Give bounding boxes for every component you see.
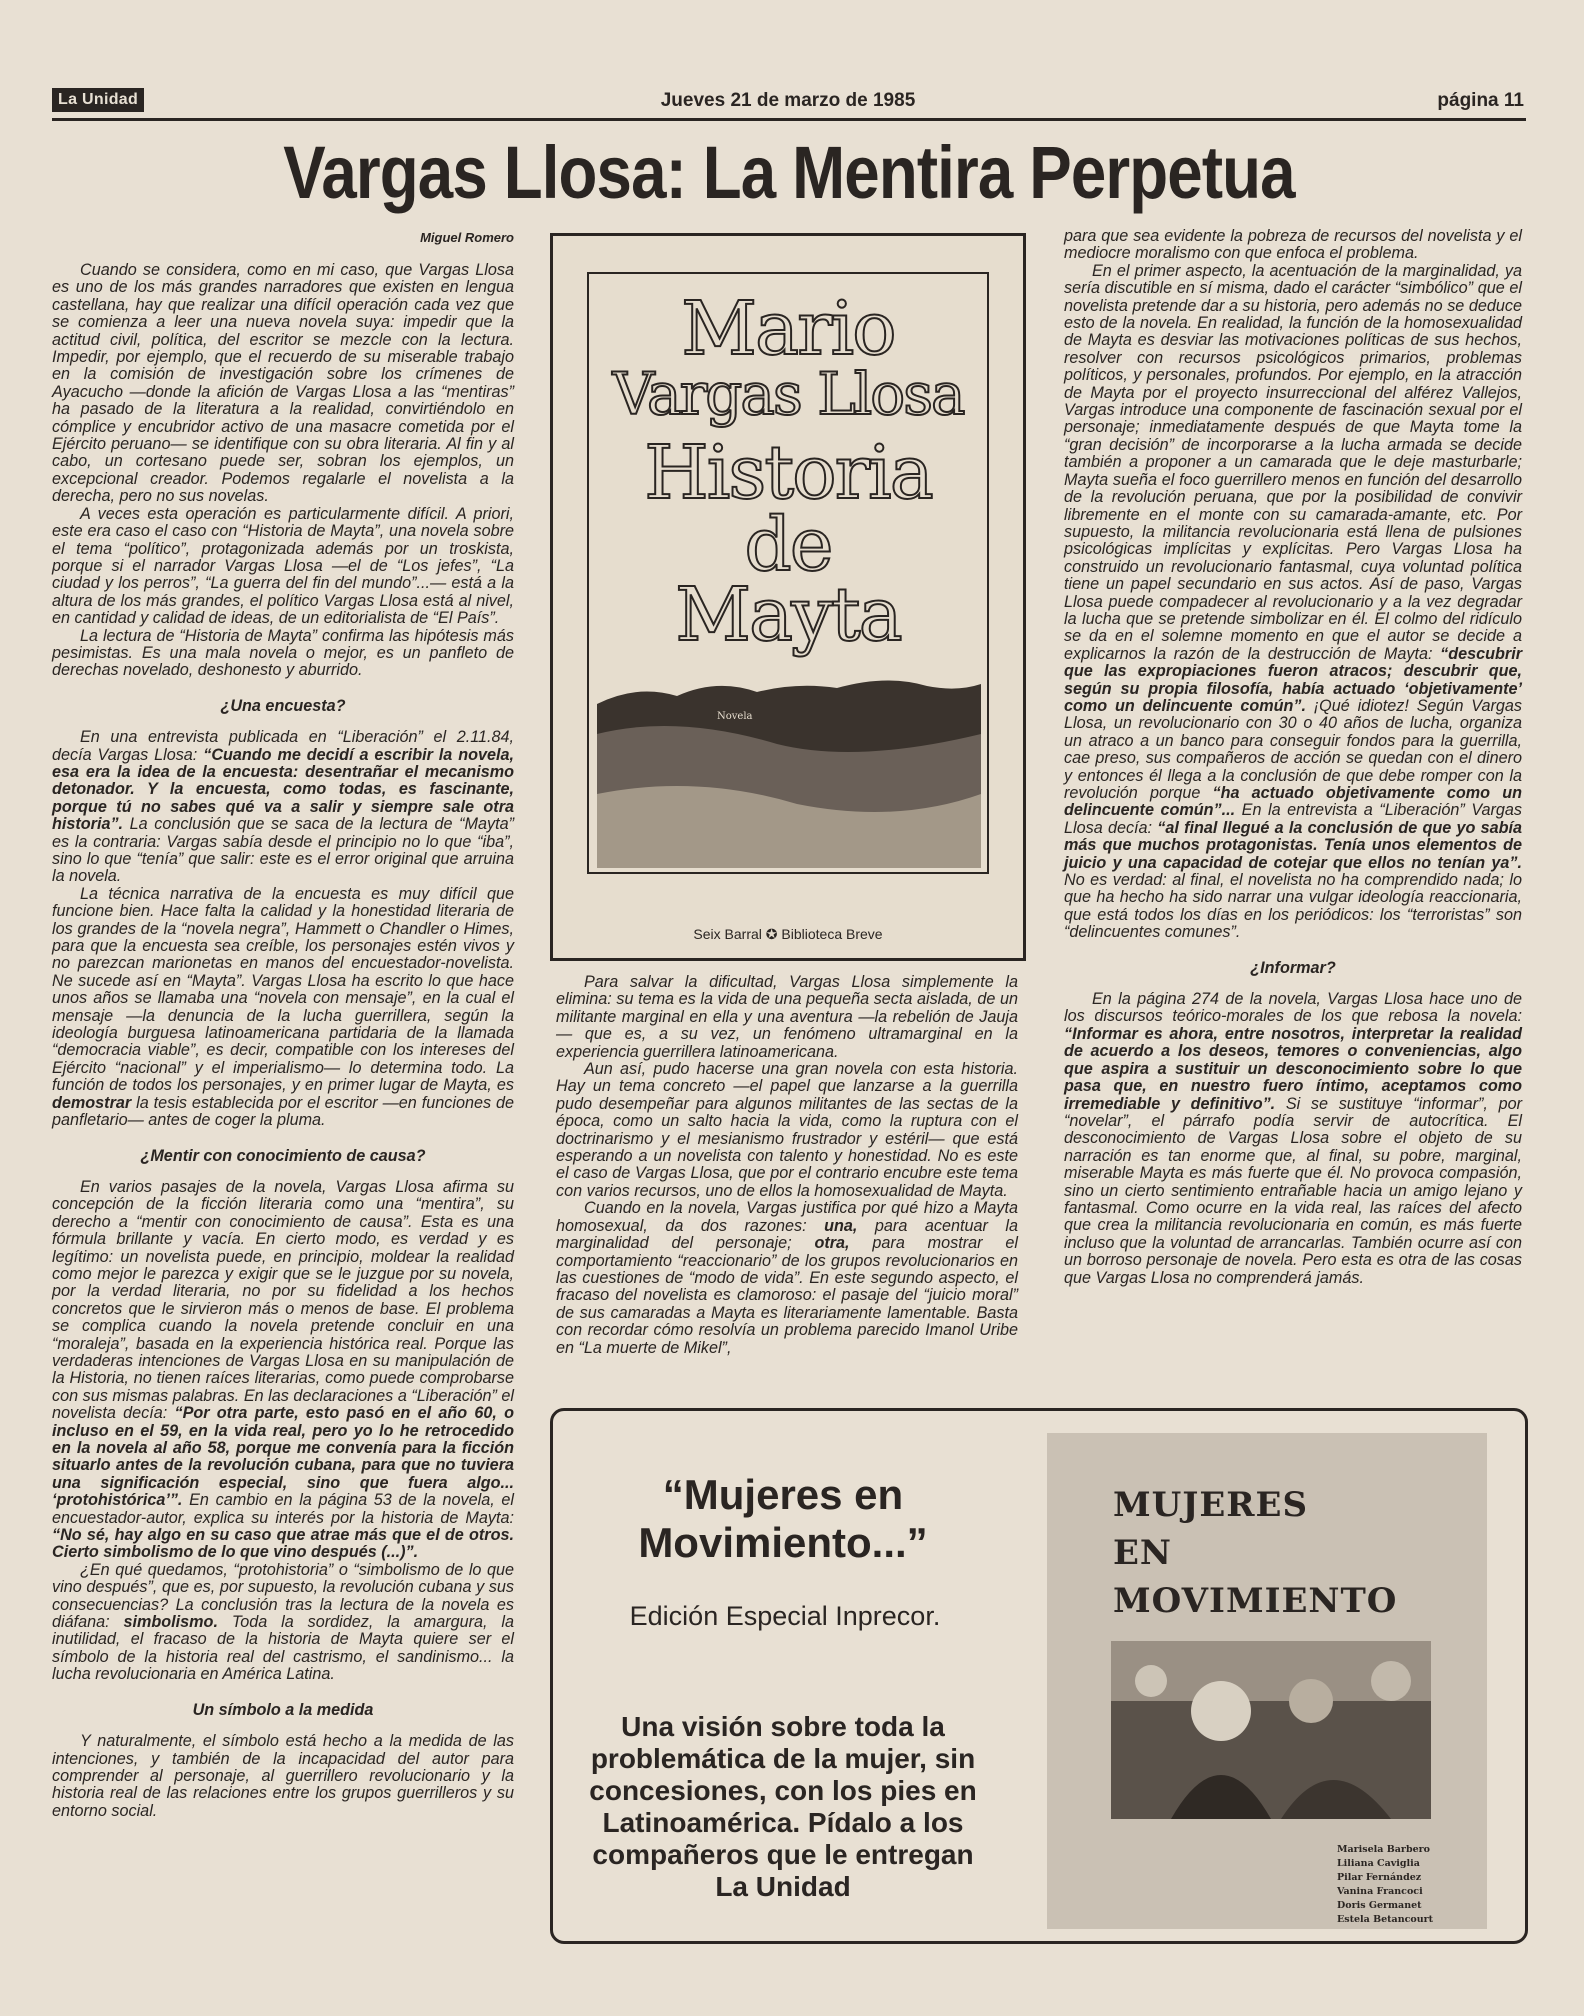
paragraph: En una entrevista publicada en “Liberación” el 2.11.84, decía Vargas Llosa: “Cuando me decidí a escribir la novela, esa era la idea de la encuesta: desentrañar el mecanismo detonador. Y la encuesta, como todas, es fascinante, porque tú no sabes qué va a salir y siempre sale otra historia”. La conclusión que se saca de la lectura de “Mayta” es la contraria: Vargas sabía desde el principio no lo que “iba”, sino lo que “tenía” que salir: este es el error original que arruina la novela. [52,728,514,886]
masthead [52,86,1524,120]
ad-cover-authors: Marisela Barbero Liliana Caviglia Pilar Fernández Vanina Francoci Doris Germanet Estela Betancourt [1337,1844,1434,1925]
paragraph: Para salvar la dificultad, Vargas Llosa simplemente la elimina: su tema es la vida de una pequeña secta aislada, de un militante marginal en ella y una aventura —la rebelión de Jauja— que es, a su vez, un fenómeno ultramarginal en la experiencia guerrillera latinoamericana. [556,973,1018,1061]
cover-publisher: Seix Barral ✪ Biblioteca Breve [693,926,883,942]
ad-cover-photo [1111,1641,1431,1819]
ad-magazine-cover [1047,1433,1487,1929]
ad-title: “Mujeres en Movimiento...” [638,1471,928,1566]
book-cover-frame [587,272,989,874]
paragraph: para que sea evidente la pobreza de recursos del novelista y el mediocre moralismo con que enfoca el problema. [1064,227,1522,263]
paragraph: En varios pasajes de la novela, Vargas Llosa afirma su concepción de la ficción literaria como una “mentira”, su derecho a “mentir con conocimiento de causa”. Esta es una fórmula brillante y vacía. En cierto modo, es verdad y es legítimo: un novelista puede, en principio, moldear la realidad como mejor le parezca y exigir que se le juzgue por su novela, por la verdad literaria, no por su fidelidad a los hechos concretos que le sirvieron más o menos de base. El problema se complica cuando la novela pretende concluir en una “moraleja”, basada en la experiencia histórica real. Porque las verdaderas intenciones de Vargas Llosa en su manipulación de la Historia, no tienen raíces literarias, como puede comprobarse con sus mismas palabras. En las declaraciones a “Liberación” el novelista decía: “Por otra parte, esto pasó en el año 60, o incluso en el 59, en la vida real, pero yo lo he retrocedido en la novela al año 58, porque me convenía para la ficción situarlo antes de la revolución cubana, para que no tuviera una significación especial, sino que fuera algo... ‘protohistórica’”. En cambio en la página 53 de la novela, el encuestador-autor, explica su interés por la historia de Mayta: “No sé, hay algo en su caso que atrae más que el de otros. Cierto simbolismo de lo que vino después (...)”. [52,1177,514,1562]
cover-novela-tag: Novela [717,711,753,722]
issue-date: Jueves 21 de marzo de 1985 [660,90,916,111]
page-number: página 11 [1437,90,1524,111]
cover-author-last: Vargas Llosa [612,360,964,428]
subheading: ¿Informar? [1250,958,1336,977]
cover-title-line3: Mayta [675,572,901,658]
ad-body: Una visión sobre toda la problemática de la mujer, sin concesiones, con los pies en Latinoamérica. Pídalo a los compañeros que le entregan La Unidad [589,1711,977,1902]
paragraph: En la página 274 de la novela, Vargas Llosa hace uno de los discursos teórico-morales de los que rebosa la novela: “Informar es ahora, entre nosotros, interpretar la realidad de acuerdo a los deseos, temores o conveniencias, algo que aspira a sustituir un desconocimiento sobre lo que pasa que, en nuestro fuero íntimo, aceptamos como irremediable y definitivo”. Si se sustituye “informar”, por “novelar”, el párrafo podía servir de autocrítica. El desconocimiento de Vargas Llosa sobre el objeto de su narración es tan enorme que, al final, su pobre, marginal, miserable Mayta es más fuerte que él. No provoca compasión, sino un cierto sentimiento entrañable hacia un amigo lejano y fantasmal. Como ocurre en la vida real, las raíces del afecto que crea la militancia revolucionaria en común, es más fuerte incluso que la voluntad de arrancarlas. También ocurre así con un borroso personaje de novela. Pero esta es otra de las cosas que Vargas Llosa no comprenderá jamás. [1064,990,1522,1287]
header-rule [52,118,1526,121]
cover-author-first: Mario [681,286,895,372]
paragraph: Cuando en la novela, Vargas justifica por qué hizo a Mayta homosexual, da dos razones: una, para acentuar la marginalidad del personaje; otra, para mostrar el comportamiento “reaccionario” de los grupos revolucionarios en las cuestiones de “modo de vida”. En este segundo aspecto, el fracaso del novelista es clamoroso: el pasaje del “juicio moral” de sus camaradas a Mayta es literariamente lamentable. Basta con recordar cómo resolvía un problema parecido Imanol Uribe en “La muerte de Mikel”, [556,1199,1019,1357]
cover-title-line2: de [744,502,832,588]
article-column-1 [52,262,514,1820]
paragraph: ¿En qué quedamos, “protohistoria” o “simbolismo de lo que vino después”, que es, por supuesto, la revolución cubana y sus consecuencias? La conclusión tras la lectura de la novela es diáfana: simbolismo. Toda la sordidez, la amargura, la inutilidad, el fracaso de la historia de Mayta quiere ser el símbolo de la historia real del castrismo, el sandinismo... la lucha revolucionaria en América Latina. [52,1560,514,1684]
article-column-3 [1064,228,1522,1287]
byline: Miguel Romero [420,230,514,245]
article-column-2 [556,974,1018,1357]
subheading: Un símbolo a la medida [192,1700,374,1719]
ad-subtitle: Edición Especial Inprecor. [629,1601,941,1631]
paragraph: En el primer aspecto, la acentuación de la marginalidad, ya sería discutible en sí misma, dado el carácter “simbólico” que el novelista pretende dar a su historia, pero además no se deduce esto de la novela. En realidad, la función de la homosexualidad de Mayta es desviar las motivaciones políticas de sus hechos, resolver con recursos psicológicos primarios, problemas políticos, y personales, profundos. Por ejemplo, en la atracción de Mayta por el proyecto insurreccional del alférez Vallejos, Vargas introduce una componente de fascinación sexual por el personaje; inmediatamente después de que Mayta tome la “gran decisión” de incorporarse a la lucha armada se decide también a proponer a un camarada que le deje masturbarle; Mayta sueña el foco guerrillero menos en función del desarrollo de la revolución peruana, que por la posibilidad de convivir libremente en el monte con su camarada-amante, etc. Por supuesto, la militancia revolucionaria está llena de pulsiones psicológicas implícitas y explícitas. Pero Vargas Llosa ha construido un revolucionario fantasmal, cuya voluntad política tiene un papel secundario en sus actos. Así de paso, Vargas Llosa puede compadecer al revolucionario y a la vez degradar la lucha que se pretende simbolizar en él. El colmo del ridículo se da en el solemne momento en que el autor se decide a explicarnos la razón de la destrucción de Mayta: “descubrir que las expropiaciones fueron atracos; descubrir que, según su propia filosofía, había actuado ‘objetivamente’ como un delincuente común”. ¡Qué idiotez! Según Vargas Llosa, un revolucionario con 30 o 40 años de lucha, organiza un atraco a un banco para conseguir fondos para la guerrilla, cae preso, sus compañeros de acción se quedan con el dinero y entonces él llega a la conclusión de que debe romper con la revolución porque “ha actuado objetivamente como un delincuente común”... En la entrevista a “Liberación” Vargas Llosa decía: “al final llegué a la conclusión de que yo sabía más que muchos protagonistas. Tenía unos elementos de juicio y una capacidad de cotejar que ellos no tenían ya”. No es verdad: al final, el novelista no ha comprendido nada; lo que ha hecho ha sido narrar una vulgar ideología reaccionaria, que está todos los días en los periódicos: los “terroristas” son “delincuentes comunes”. [1064,261,1523,942]
cover-title-line1: Historia [644,430,932,516]
landscape-illustration [597,674,981,868]
paragraph: Aun así, pudo hacerse una gran novela con esta historia. Hay un tema concreto —el papel que lanzarse a la guerrilla pudo desempeñar para algunos militantes de las sectas de la época, como un salto hacia la vida, como la ruptura con el doctrinarismo y el mesianismo frustrador y estéril— que está esperando a un novelista con talento y honestidad. No es este el caso de Vargas Llosa, que por el contrario encubre este tema con varios recursos, uno de ellos la homosexualidad de Mayta. [556,1060,1018,1200]
newspaper-logo: La Unidad [52,88,144,112]
article-headline: Vargas Llosa: La Mentira Perpetua [283,131,1295,214]
subheading: ¿Mentir con conocimiento de causa? [140,1146,426,1165]
book-cover-image [550,233,1026,961]
paragraph: La lectura de “Historia de Mayta” confirma las hipótesis más pesimistas. Es una mala novela o mejor, es un panfleto de derechas novelado, deshonesto y aburrido. [52,626,514,680]
subheading: ¿Una encuesta? [220,696,346,715]
paragraph: A veces esta operación es particularmente difícil. A priori, este era caso el caso con “Historia de Mayta”, una novela sobre el tema “político”, protagonizada además por un troskista, porque si el narrador Vargas Llosa —el de “Los jefes”, “La ciudad y los perros”, “La guerra del fin del mundo”...— está a la altura de los más grandes, el político Vargas Llosa está al nivel, en cantidad y calidad de ideas, de un editorialista de “El País”. [52,504,514,628]
paragraph: Cuando se considera, como en mi caso, que Vargas Llosa es uno de los más grandes narradores que existen en lengua castellana, hay que realizar una difícil operación cada vez que se comienza a leer una nueva novela suya: impedir que la actitud civil, política, del escritor se mezcle con la lectura. Impedir, por ejemplo, que el recuerdo de su miserable trabajo en la comisión de investigación sobre los crímenes de Ayacucho —donde la afición de Vargas Llosa a las “mentiras” ha pasado de la literatura a la realidad, convirtiéndolo en cómplice y encubridor activo de una masacre cometida por el Ejército peruano— se identifique con su obra literaria. Al fin y al cabo, un cortesano puede ser, sobran los ejemplos, un excepcional creador. Podemos regalarle el novelista a la derecha, pero no sus novelas. [52,261,514,506]
paragraph: La técnica narrativa de la encuesta es muy difícil que funcione bien. Hace falta la calidad y la honestidad literaria de los grandes de la “novela negra”, Hammett o Chandler o Himes, para que la encuesta sea creíble, los personajes estén vivos y no parezcan marionetas en manos del encuestador-novelista. Ne sucede así en “Mayta”. Vargas Llosa ha escrito lo que hace unos años se llamaba una “novela con mensaje”, en la cual el mensaje —la denuncia de la lucha guerrillera, según la ideología burguesa latinoamericana partidaria de la llamada “democracia viable”, es decir, compatible con los intereses del Ejército “nacional” y el imperialismo— lo determina todo. La función de todos los personajes, y en primer lugar de Mayta, es demostrar la tesis establecida por el escritor —en funciones de panfletario— antes de coger la pluma. [52,884,514,1130]
advertisement-box [550,1408,1528,1944]
paragraph: Y naturalmente, el símbolo está hecho a la medida de las intenciones, y también de la incapacidad del autor para comprender al personaje, al guerrillero revolucionario y la historia real de las relaciones entre los grupos guerrilleros y su entorno social. [52,1732,514,1820]
ad-cover-title: MUJERES EN MOVIMIENTO [1113,1485,1398,1621]
